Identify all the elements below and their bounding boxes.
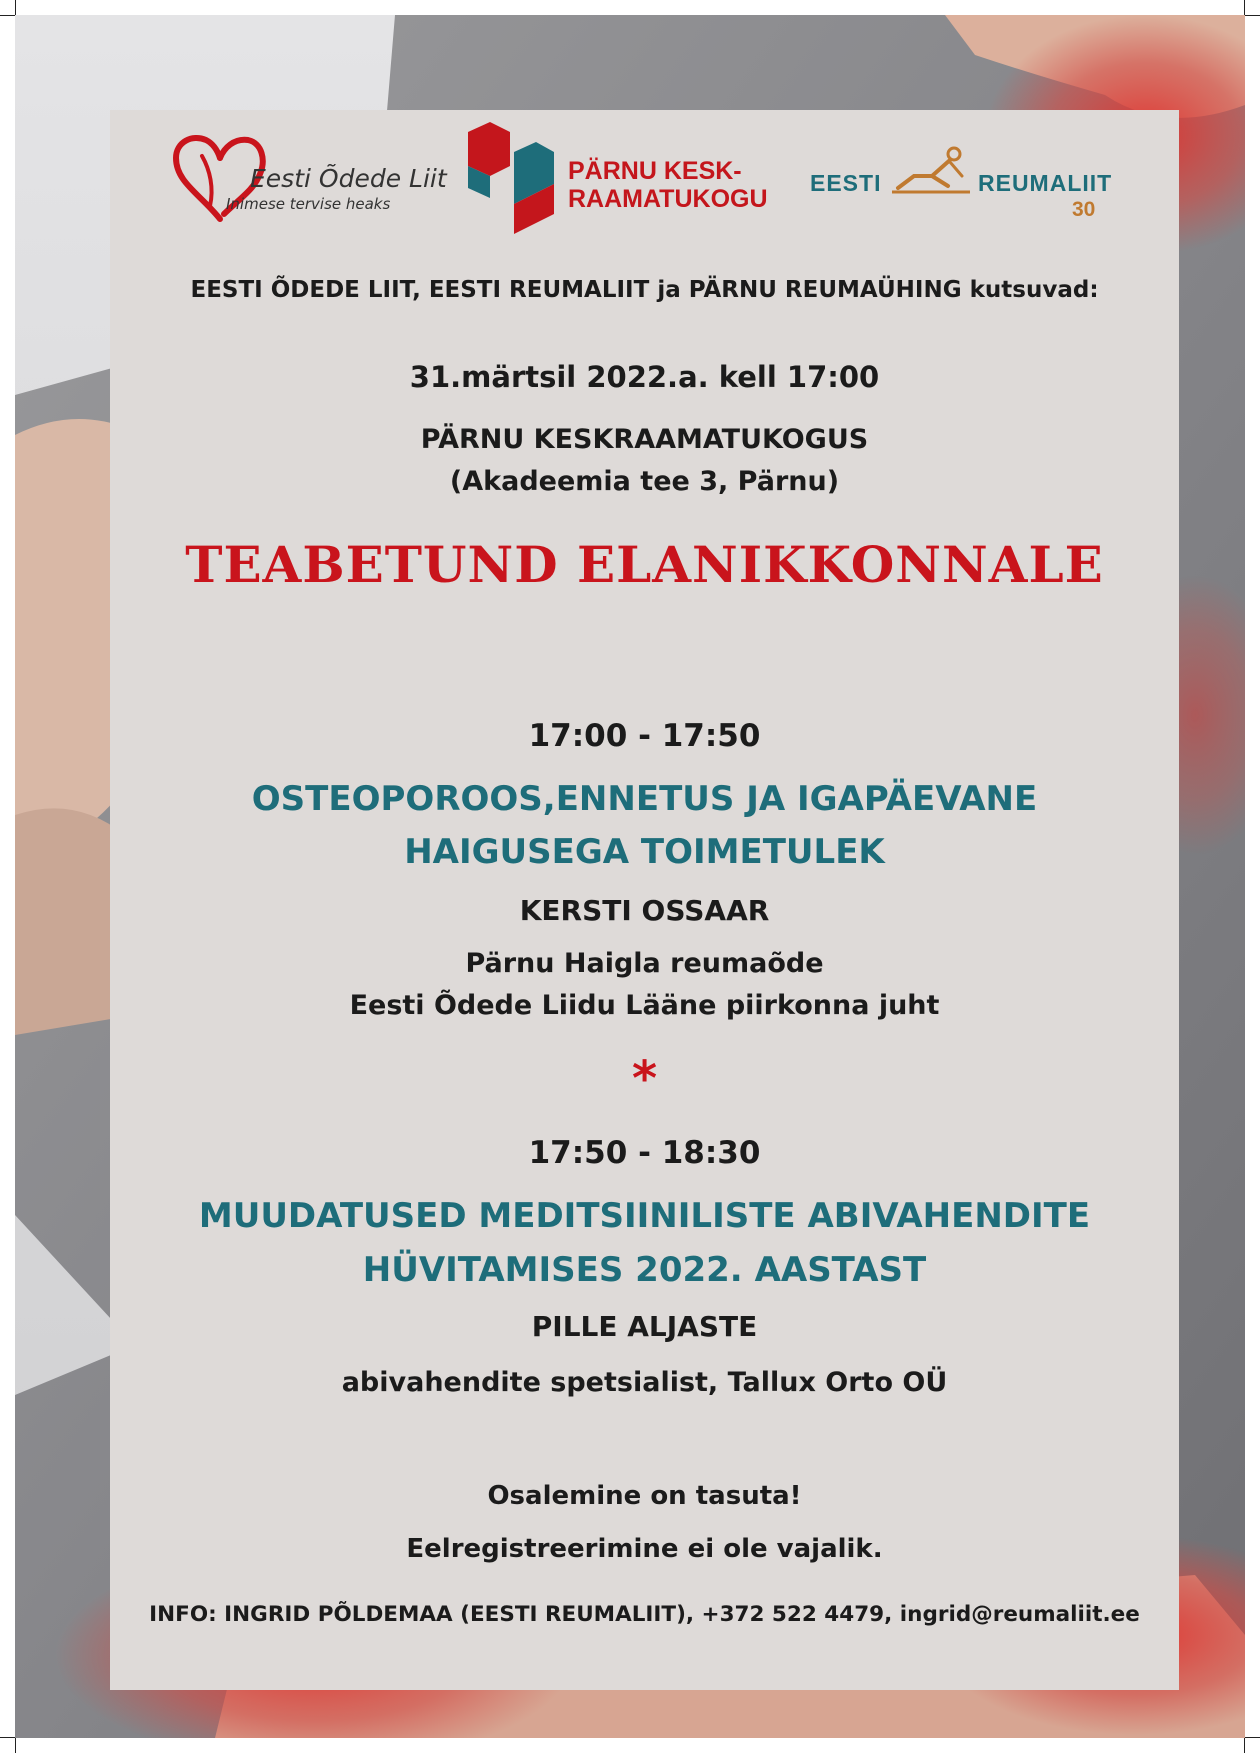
contact-info: INFO: INGRID PÕLDEMAA (EESTI REUMALIIT), +372 522 4479, ingrid@reumaliit.ee [149,1602,1140,1627]
content-card [110,110,1179,1690]
session-2-title-line2: HÜVITAMISES 2022. AASTAST [362,1250,927,1290]
venue-address: (Akadeemia tee 3, Pärnu) [449,466,840,497]
invitation-line: EESTI ÕDEDE LIIT, EESTI REUMALIIT ja PÄRNU REUMAÜHING kutsuvad: [190,277,1099,303]
event-date: 31.märtsil 2022.a. kell 17:00 [409,360,880,394]
poster [15,15,1245,1738]
session-2-role-line1: abivahendite spetsialist, Tallux Orto OÜ [341,1367,948,1398]
session-2-title-line1: MUUDATUSED MEDITSIINILISTE ABIVAHENDITE [198,1196,1091,1236]
registration-note: Eelregistreerimine ei ole vajalik. [406,1534,883,1564]
free-participation-note: Osalemine on tasuta! [487,1481,802,1511]
odede-liit-name: Eesti Õdede Liit [250,164,447,193]
session-2-speaker: PILLE ALJASTE [531,1310,758,1343]
session-1-role-line2: Eesti Õdede Liidu Lääne piirkonna juht [349,990,940,1021]
library-name-line1: PÄRNU KESK- [568,157,742,185]
separator-asterisk: * [631,1051,658,1107]
reumaliit-anniversary: 30 [1072,198,1096,221]
library-name-line2: RAAMATUKOGU [568,185,768,213]
session-1-title-line1: OSTEOPOROOS,ENNETUS JA IGAPÄEVANE [251,779,1038,819]
parnu-library-logo [468,122,768,234]
headline: TEABETUND ELANIKKONNALE [185,535,1104,594]
session-1-title-line2: HAIGUSEGA TOIMETULEK [404,832,885,872]
reumaliit-logo [810,142,1130,222]
session-2-time: 17:50 - 18:30 [528,1135,761,1171]
session-1-time: 17:00 - 17:50 [528,718,761,754]
odede-liit-tagline: Inimese tervise heaks [226,195,391,213]
mannequin-figure-icon [892,146,972,196]
library-emblem-icon [468,122,558,234]
reumaliit-word-right: REUMALIIT [978,170,1113,196]
venue-name: PÄRNU KESKRAAMATUKOGUS [420,424,869,455]
reumaliit-word-left: EESTI [810,170,882,196]
session-1-speaker: KERSTI OSSAAR [519,894,770,927]
odede-liit-logo [170,134,450,224]
session-1-role-line1: Pärnu Haigla reumaõde [465,948,824,979]
